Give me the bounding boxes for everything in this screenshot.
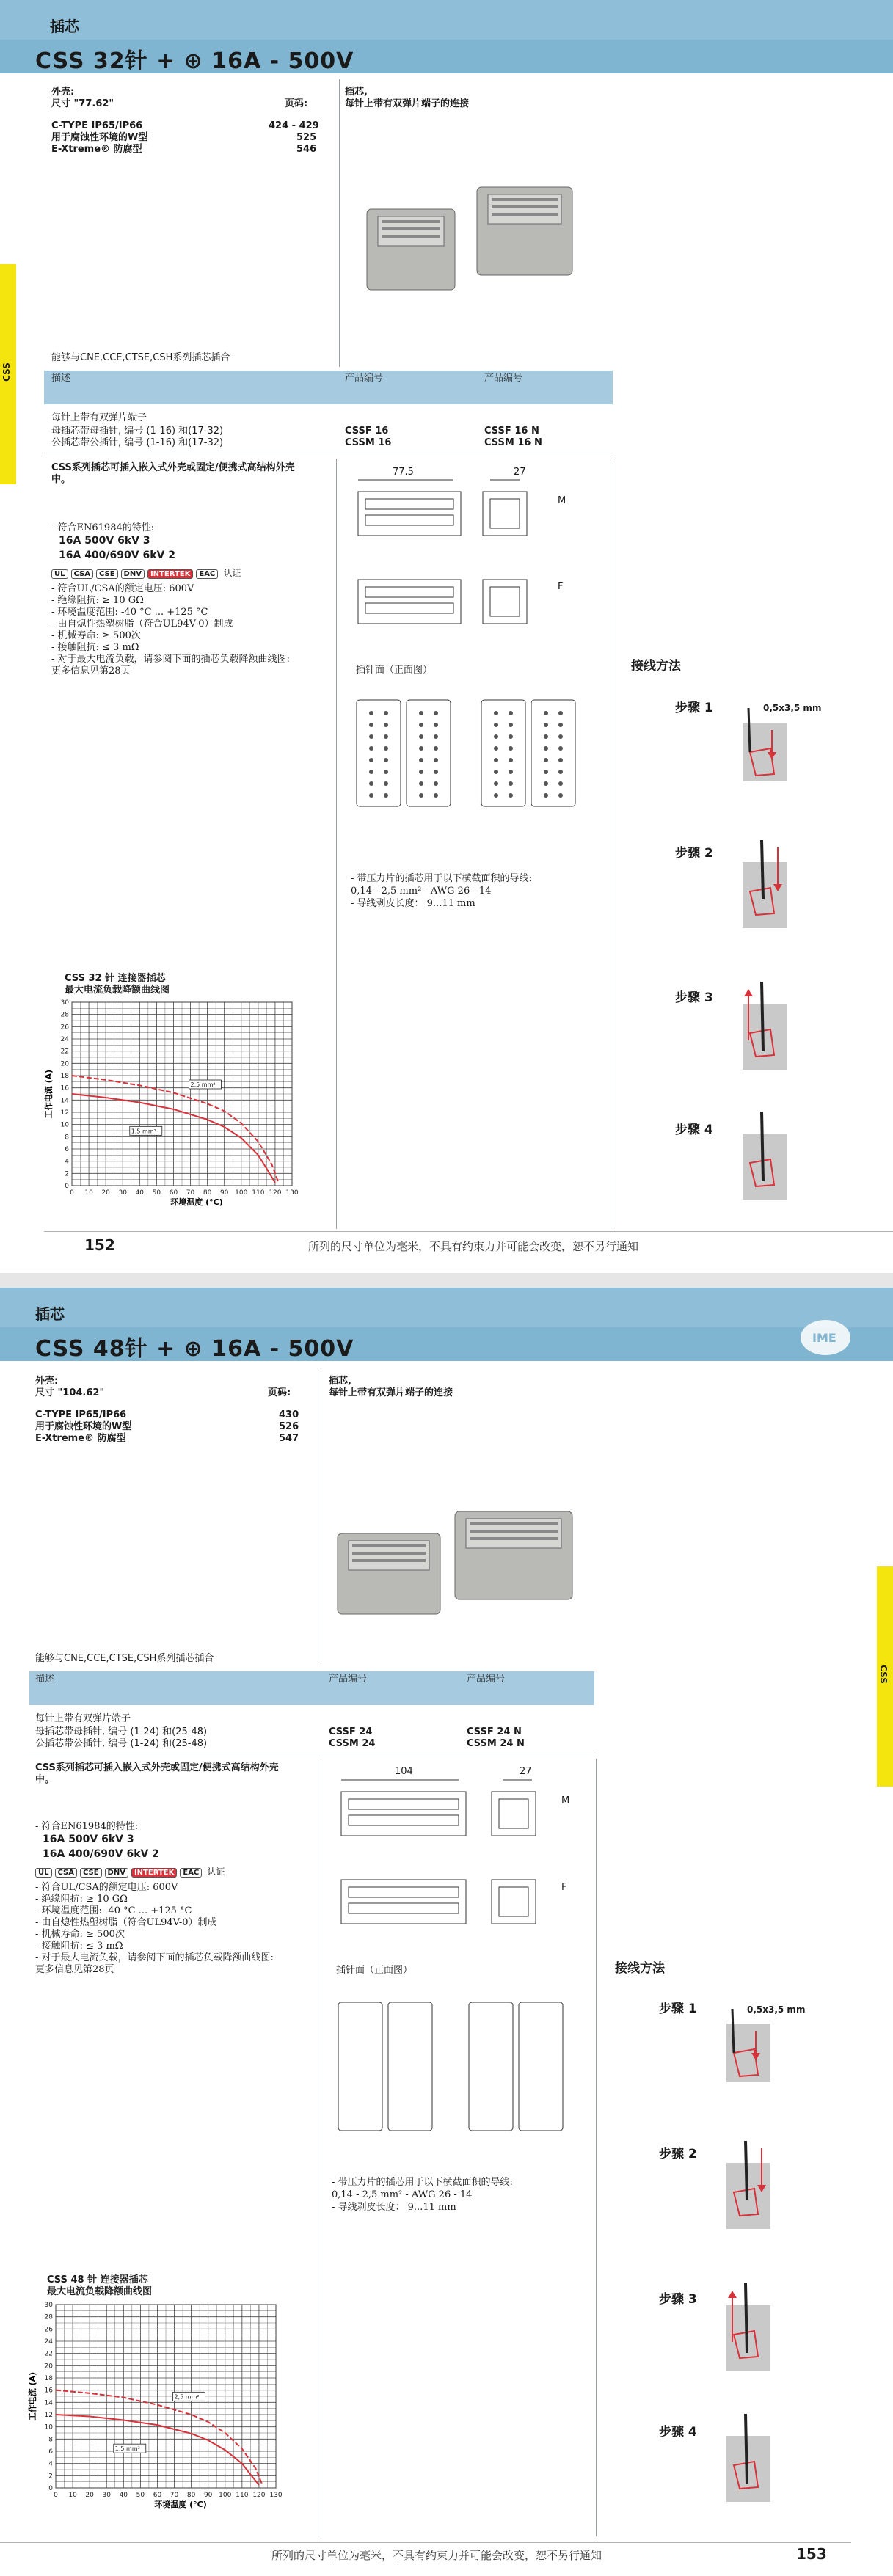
pin-dot <box>509 781 513 786</box>
pin-dot <box>544 734 548 739</box>
description-text: 每针上带有双弹片端子的连接 <box>329 1387 453 1398</box>
x-tick-label: 120 <box>252 2492 266 2499</box>
row-male: 公插芯带公插针, 编号 (1-24) 和(25-48) <box>35 1738 208 1749</box>
pin-dot <box>558 770 563 774</box>
cert-badge: CSE <box>96 569 118 579</box>
x-tick-label: 0 <box>70 1189 74 1197</box>
pin-dot <box>544 770 548 774</box>
ref-page: 546 <box>296 144 317 155</box>
feature-item: - 绝缘阻抗: ≥ 10 GΩ <box>35 1894 128 1905</box>
y-axis-label: 工作电流 (A) <box>28 2371 37 2421</box>
ref-page: 547 <box>279 1433 299 1444</box>
brand-logo <box>796 1316 855 1360</box>
product-photo <box>352 165 594 312</box>
dim-depth: 27 <box>514 467 526 478</box>
category-label: 插芯 <box>50 18 79 35</box>
feature-item: - 由自熄性热塑树脂（符合UL94V-0）制成 <box>35 1917 217 1928</box>
row-intro: 每针上带有双弹片端子 <box>35 1713 131 1724</box>
col-code: 产品编号 <box>467 1674 506 1685</box>
cert-badge: EAC <box>196 569 218 579</box>
pin-dot <box>558 746 563 751</box>
dim-depth: 27 <box>520 1766 532 1777</box>
x-tick-label: 70 <box>186 1189 195 1197</box>
feature-item: - 对于最大电流负载，请参阅下面的插芯负载降额曲线图: <box>35 1952 274 1963</box>
divider <box>596 1759 597 2536</box>
y-tick-label: 6 <box>65 1146 69 1153</box>
row-female: 母插芯带母插针, 编号 (1-24) 和(25-48) <box>35 1726 208 1737</box>
x-tick-label: 90 <box>219 1189 229 1197</box>
pin-dot <box>494 758 498 762</box>
y-tick-label: 2 <box>65 1170 69 1178</box>
y-tick-label: 24 <box>44 2338 53 2346</box>
step-illustration <box>710 2009 791 2090</box>
feature-item: 更多信息见第28页 <box>51 665 131 676</box>
cert-label: 认证 <box>223 568 241 578</box>
wire-note: 0,14 - 2,5 mm² - AWG 26 - 14 <box>332 2189 473 2200</box>
y-tick-label: 10 <box>60 1121 69 1129</box>
product-photo <box>330 1489 580 1636</box>
side-tab: CSS <box>0 264 16 484</box>
pin-dot <box>419 770 423 774</box>
page-gap <box>0 1273 893 1288</box>
row-intro: 每针上带有双弹片端子 <box>51 412 147 423</box>
cert-badge: INTERTEK <box>147 569 193 579</box>
product-code: CSSF 24 N <box>467 1726 522 1737</box>
x-tick-label: 130 <box>285 1189 299 1197</box>
y-tick-label: 22 <box>44 2350 53 2358</box>
step-illustration <box>726 840 807 943</box>
x-tick-label: 100 <box>235 1189 248 1197</box>
feature-item: - 环境温度范围: -40 °C ... +125 °C <box>35 1905 192 1916</box>
step-label: 步骤 1 <box>659 2002 697 2016</box>
wiring-title: 接线方法 <box>615 1961 665 1976</box>
ref-page: 424 - 429 <box>269 120 319 131</box>
pin-dot <box>369 723 373 727</box>
derating-chart <box>28 2300 292 2528</box>
pin-dot <box>558 781 563 786</box>
y-tick-label: 18 <box>60 1073 69 1080</box>
ref-page: 430 <box>279 1409 299 1420</box>
pin-dot <box>494 770 498 774</box>
x-axis-label: 环境温度 (°C) <box>170 1197 223 1207</box>
ref-page: 525 <box>296 132 317 143</box>
x-tick-label: 40 <box>119 2492 128 2499</box>
cert-label: 认证 <box>207 1867 225 1877</box>
pin-dot <box>369 770 373 774</box>
cert-badge: UL <box>35 1868 52 1878</box>
pin-dot <box>544 758 548 762</box>
feature-item: 更多信息见第28页 <box>35 1964 114 1975</box>
y-tick-label: 14 <box>44 2399 53 2407</box>
pin-dot <box>369 711 373 715</box>
pin-dot <box>544 746 548 751</box>
pin-layout-drawing <box>334 1999 569 2135</box>
row-female: 母插芯带母插针, 编号 (1-16) 和(17-32) <box>51 426 224 437</box>
step-illustration <box>710 2414 791 2517</box>
feature-item: - 接触阻抗: ≤ 3 mΩ <box>35 1941 123 1952</box>
table-header <box>29 1671 594 1705</box>
table-header <box>44 371 613 404</box>
pin-dot <box>419 746 423 751</box>
step-illustration <box>726 1112 807 1214</box>
mount-text: CSS系列插芯可插入嵌入式外壳或固定/便携式高结构外壳中。 <box>35 1762 279 1785</box>
exterior-label: 外壳: <box>51 87 75 98</box>
pin-dot <box>509 734 513 739</box>
header-band-top <box>0 0 893 40</box>
y-tick-label: 2 <box>48 2473 53 2481</box>
ref-name: 用于腐蚀性环境的W型 <box>35 1421 132 1432</box>
header-band-top <box>0 1288 893 1327</box>
series-label: 2,5 mm² <box>190 1081 216 1088</box>
series-label: 2,5 mm² <box>174 2393 200 2401</box>
chart-title: CSS 48 针 连接器插芯 <box>47 2274 148 2285</box>
cert-row <box>51 566 241 579</box>
compat-text: 能够与CNE,CCE,CTSE,CSH系列插芯插合 <box>51 352 230 363</box>
derating-chart <box>44 998 308 1225</box>
row-male: 公插芯带公插针, 编号 (1-16) 和(17-32) <box>51 437 224 448</box>
category-label: 插芯 <box>35 1305 65 1323</box>
pin-dot <box>494 734 498 739</box>
x-tick-label: 30 <box>102 2492 111 2499</box>
footer-note: 所列的尺寸单位为毫米，不具有约束力并可能会改变，恕不另行通知 <box>271 2549 602 2562</box>
product-code: CSSF 24 <box>329 1726 373 1737</box>
description-text: 每针上带有双弹片端子的连接 <box>345 98 470 109</box>
y-tick-label: 8 <box>65 1134 69 1142</box>
y-tick-label: 6 <box>48 2448 53 2456</box>
pin-dot <box>369 746 373 751</box>
side-tab: CSS <box>877 1566 893 1787</box>
pin-dot <box>544 781 548 786</box>
y-tick-label: 30 <box>44 2302 53 2309</box>
y-tick-label: 20 <box>60 1060 69 1068</box>
pin-dot <box>558 758 563 762</box>
wire-note: - 带压力片的插芯用于以下横截面积的导线: <box>351 873 532 884</box>
divider <box>336 459 337 1229</box>
pin-dot <box>369 793 373 798</box>
feature-item: - 绝缘阻抗: ≥ 10 GΩ <box>51 595 144 606</box>
x-tick-label: 50 <box>152 1189 161 1197</box>
ref-name: E-Xtreme® 防腐型 <box>51 144 142 155</box>
chart-title: CSS 32 针 连接器插芯 <box>65 973 166 984</box>
step-label: 步骤 1 <box>675 701 713 715</box>
page-label: 页码: <box>268 1387 291 1398</box>
y-tick-label: 4 <box>65 1158 69 1166</box>
y-tick-label: 30 <box>60 999 69 1007</box>
ref-name: E-Xtreme® 防腐型 <box>35 1433 126 1444</box>
product-code: CSSF 16 N <box>484 426 539 437</box>
pin-dot <box>419 711 423 715</box>
col-code: 产品编号 <box>484 373 523 384</box>
compat-text: 能够与CNE,CCE,CTSE,CSH系列插芯插合 <box>35 1653 214 1664</box>
footer-rule <box>0 2542 851 2543</box>
x-tick-label: 60 <box>169 1189 178 1197</box>
pin-dot <box>384 711 388 715</box>
series-label: 1,5 mm² <box>114 2445 140 2453</box>
x-tick-label: 10 <box>68 2492 77 2499</box>
x-axis-label: 环境温度 (°C) <box>154 2500 207 2509</box>
y-tick-label: 26 <box>60 1024 69 1032</box>
pin-dot <box>434 723 438 727</box>
col-desc: 描述 <box>51 373 71 384</box>
page-title: CSS 32针 + ⊕ 16A - 500V <box>35 48 354 74</box>
feature-item: - 符合UL/CSA的额定电压: 600V <box>35 1882 178 1893</box>
x-tick-label: 130 <box>269 2492 283 2499</box>
x-tick-label: 120 <box>269 1189 282 1197</box>
feature-list <box>51 583 323 677</box>
catalog-page-153 <box>0 1288 893 2576</box>
cert-badge: CSA <box>55 1868 77 1878</box>
x-tick-label: 50 <box>136 2492 145 2499</box>
step-illustration <box>726 982 807 1084</box>
label-male: M <box>561 1795 570 1806</box>
pin-dot <box>419 758 423 762</box>
col-desc: 描述 <box>35 1674 55 1685</box>
pin-layout-drawing <box>352 697 580 811</box>
feature-item: - 机械寿命: ≥ 500次 <box>35 1929 125 1940</box>
pin-dot <box>434 781 438 786</box>
label-female: F <box>561 1882 567 1893</box>
size-label: 尺寸 "77.62" <box>51 98 114 109</box>
step-illustration <box>710 2141 791 2244</box>
pin-dot <box>509 793 513 798</box>
pin-dot <box>434 734 438 739</box>
footer-rule <box>44 1231 893 1232</box>
pin-dot <box>434 711 438 715</box>
standard-text: - 符合EN61984的特性: <box>35 1821 139 1832</box>
pin-dot <box>419 793 423 798</box>
pin-dot <box>494 781 498 786</box>
product-code: CSSM 16 <box>345 437 392 448</box>
face-label: 插针面（正面图） <box>356 665 433 676</box>
product-code: CSSM 16 N <box>484 437 542 448</box>
ref-page: 526 <box>279 1421 299 1432</box>
pin-dot <box>434 746 438 751</box>
x-tick-label: 10 <box>84 1189 93 1197</box>
feature-item: - 对于最大电流负载，请参阅下面的插芯负载降额曲线图: <box>51 654 290 665</box>
y-tick-label: 0 <box>65 1183 69 1190</box>
technical-drawing <box>351 477 571 631</box>
y-tick-label: 24 <box>60 1036 69 1043</box>
standard-text: - 符合EN61984的特性: <box>51 522 155 533</box>
mount-text: CSS系列插芯可插入嵌入式外壳或固定/便携式高结构外壳中。 <box>51 462 295 485</box>
pin-dot <box>419 723 423 727</box>
product-code: CSSM 24 <box>329 1738 376 1749</box>
y-tick-label: 4 <box>48 2460 53 2468</box>
y-tick-label: 12 <box>60 1109 69 1117</box>
y-tick-label: 22 <box>60 1048 69 1056</box>
x-tick-label: 40 <box>135 1189 145 1197</box>
dim-width: 104 <box>395 1766 413 1777</box>
cert-badge: UL <box>51 569 68 579</box>
step-illustration <box>726 708 807 789</box>
col-code: 产品编号 <box>345 373 384 384</box>
description-title: 插芯, <box>329 1376 351 1387</box>
x-tick-label: 90 <box>203 2492 213 2499</box>
pin-dot <box>384 746 388 751</box>
pin-dot <box>419 734 423 739</box>
cert-row <box>35 1865 225 1878</box>
x-tick-label: 110 <box>236 2492 249 2499</box>
pin-dot <box>369 758 373 762</box>
wire-note: - 导线剥皮长度： 9...11 mm <box>332 2202 456 2213</box>
pin-dot <box>509 746 513 751</box>
pin-dot <box>544 723 548 727</box>
feature-item: - 环境温度范围: -40 °C ... +125 °C <box>51 607 208 618</box>
y-tick-label: 12 <box>44 2412 53 2419</box>
cert-badge: DNV <box>105 1868 128 1878</box>
pin-dot <box>558 793 563 798</box>
wire-note: 0,14 - 2,5 mm² - AWG 26 - 14 <box>351 886 492 897</box>
size-label: 尺寸 "104.62" <box>35 1387 105 1398</box>
feature-list <box>35 1882 307 1976</box>
y-tick-label: 28 <box>60 1011 69 1019</box>
pin-dot <box>509 770 513 774</box>
x-tick-label: 20 <box>101 1189 110 1197</box>
cert-badge: INTERTEK <box>131 1868 177 1878</box>
spec-line: 16A 400/690V 6kV 2 <box>43 1848 159 1860</box>
face-label: 插针面（正面图） <box>336 1965 413 1976</box>
page-label: 页码: <box>285 98 308 109</box>
pin-dot <box>509 723 513 727</box>
y-tick-label: 10 <box>44 2423 53 2431</box>
pin-dot <box>558 711 563 715</box>
feature-item: - 机械寿命: ≥ 500次 <box>51 630 141 641</box>
pin-dot <box>558 734 563 739</box>
y-tick-label: 8 <box>48 2436 53 2444</box>
spec-line: 16A 500V 6kV 3 <box>59 535 150 547</box>
step-label: 步骤 2 <box>659 2147 697 2161</box>
y-tick-label: 26 <box>44 2326 53 2334</box>
dim-width: 77.5 <box>393 467 414 478</box>
svg-text:IME: IME <box>812 1331 836 1345</box>
y-tick-label: 18 <box>44 2375 53 2382</box>
pin-dot <box>558 723 563 727</box>
cert-badge: CSE <box>80 1868 102 1878</box>
pin-dot <box>494 746 498 751</box>
col-code: 产品编号 <box>329 1674 368 1685</box>
pin-dot <box>494 793 498 798</box>
divider <box>339 79 340 367</box>
x-tick-label: 70 <box>170 2492 179 2499</box>
pin-dot <box>419 781 423 786</box>
feature-item: - 由自熄性热塑树脂（符合UL94V-0）制成 <box>51 619 233 630</box>
screw-size: 0,5x3,5 mm <box>763 703 822 713</box>
pin-dot <box>544 711 548 715</box>
ref-name: 用于腐蚀性环境的W型 <box>51 132 148 143</box>
y-tick-label: 14 <box>60 1097 69 1105</box>
spec-line: 16A 500V 6kV 3 <box>43 1834 134 1845</box>
step-label: 步骤 4 <box>675 1123 713 1137</box>
pin-dot <box>384 793 388 798</box>
pin-dot <box>434 793 438 798</box>
step-label: 步骤 2 <box>675 846 713 861</box>
x-tick-label: 0 <box>54 2492 58 2499</box>
pin-dot <box>509 758 513 762</box>
step-illustration <box>710 2283 791 2386</box>
page-number: 152 <box>84 1236 115 1254</box>
x-tick-label: 110 <box>252 1189 265 1197</box>
exterior-label: 外壳: <box>35 1376 59 1387</box>
cert-badge: CSA <box>71 569 93 579</box>
x-tick-label: 30 <box>118 1189 127 1197</box>
technical-drawing <box>334 1777 561 1931</box>
x-tick-label: 80 <box>186 2492 196 2499</box>
pin-dot <box>434 758 438 762</box>
y-tick-label: 20 <box>44 2362 53 2371</box>
label-female: F <box>558 581 564 592</box>
feature-item: - 符合UL/CSA的额定电压: 600V <box>51 583 194 594</box>
catalog-page-152 <box>0 0 893 1273</box>
wire-note: - 带压力片的插芯用于以下横截面积的导线: <box>332 2177 513 2188</box>
ref-name: C-TYPE IP65/IP66 <box>51 120 143 131</box>
chart-subtitle: 最大电流负载降额曲线图 <box>47 2286 153 2297</box>
spec-line: 16A 400/690V 6kV 2 <box>59 550 175 561</box>
pin-dot <box>494 711 498 715</box>
step-label: 步骤 3 <box>659 2292 697 2307</box>
pin-dot <box>369 781 373 786</box>
cert-badge: DNV <box>121 569 145 579</box>
chart-subtitle: 最大电流负载降额曲线图 <box>65 985 170 996</box>
ref-name: C-TYPE IP65/IP66 <box>35 1409 127 1420</box>
page-number: 153 <box>796 2545 827 2563</box>
wiring-title: 接线方法 <box>631 659 681 674</box>
x-tick-label: 80 <box>203 1189 212 1197</box>
pin-dot <box>384 781 388 786</box>
y-tick-label: 16 <box>60 1084 69 1092</box>
y-axis-label: 工作电流 (A) <box>44 1069 54 1119</box>
pin-dot <box>384 770 388 774</box>
series-label: 1,5 mm² <box>131 1128 156 1135</box>
feature-item: - 接触阻抗: ≤ 3 mΩ <box>51 642 139 653</box>
screw-size: 0,5x3,5 mm <box>747 2004 806 2015</box>
label-male: M <box>558 495 566 506</box>
y-tick-label: 16 <box>44 2387 53 2395</box>
pin-dot <box>384 758 388 762</box>
x-tick-label: 60 <box>153 2492 162 2499</box>
step-label: 步骤 4 <box>659 2425 697 2440</box>
pin-dot <box>384 723 388 727</box>
product-code: CSSF 16 <box>345 426 389 437</box>
pin-dot <box>544 793 548 798</box>
pin-dot <box>434 770 438 774</box>
pin-dot <box>494 723 498 727</box>
pin-dot <box>369 734 373 739</box>
cert-badge: EAC <box>180 1868 202 1878</box>
page-title: CSS 48针 + ⊕ 16A - 500V <box>35 1336 354 1362</box>
wire-note: - 导线剥皮长度： 9...11 mm <box>351 898 475 909</box>
step-label: 步骤 3 <box>675 990 713 1005</box>
pin-dot <box>509 711 513 715</box>
pin-dot <box>384 734 388 739</box>
product-code: CSSM 24 N <box>467 1738 525 1749</box>
y-tick-label: 28 <box>44 2313 53 2321</box>
description-title: 插芯, <box>345 87 368 98</box>
y-tick-label: 0 <box>48 2485 53 2492</box>
footer-note: 所列的尺寸单位为毫米，不具有约束力并可能会改变，恕不另行通知 <box>308 1240 639 1253</box>
x-tick-label: 100 <box>219 2492 232 2499</box>
x-tick-label: 20 <box>85 2492 94 2499</box>
